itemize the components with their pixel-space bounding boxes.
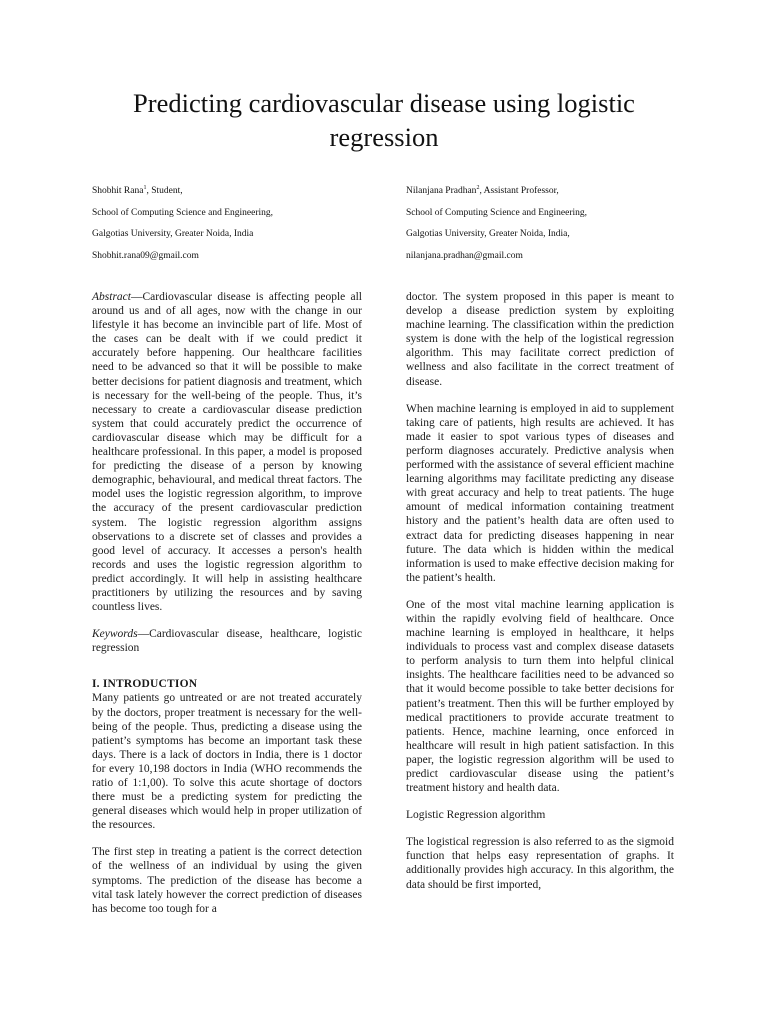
- author-block-2: [406, 178, 587, 267]
- left-column: [92, 290, 362, 929]
- author-school: School of Computing Science and Engineering,: [92, 207, 273, 218]
- author-university: Galgotias University, Greater Noida, India: [92, 229, 254, 240]
- intro-paragraph-2: The first step in treating a patient is the correct detection of the wellness of an individual by using the given symptoms. The prediction of the disease has become a vital task lately however the correct prediction of diseases has become too tough for a: [92, 846, 362, 915]
- keywords-text: —Cardiovascular disease, healthcare, logistic regression: [92, 628, 362, 655]
- author-university: Galgotias University, Greater Noida, India,: [406, 229, 570, 240]
- author-email: nilanjana.pradhan@gmail.com: [406, 250, 523, 261]
- paper-title: Predicting cardiovascular disease using logistic regression: [133, 88, 635, 152]
- body-paragraph-3: One of the most vital machine learning application is within the rapidly evolving field of healthcare. Once machine learning is employed in healthcare, it helps individuals to process vast and complex disease datasets to perform analysis to turn them into helpful clinical insights. The healthcare facilities need to be advanced so that it would become possible to take better decisions for patient’s treatment. Then this will be further employed by medical practitioners to provide accurate treatment to patients. Hence, machine learning, once enforced in healthcare will result in high patient satisfaction. In this paper, the logistic regression algorithm will be used to predict cardiovascular disease using the patient’s treatment history and health data.: [406, 598, 674, 795]
- abstract-text: —Cardiovascular disease is affecting people all around us and of all ages, now with the change in our lifestyle it has become an invincible part of life. Most of the cases can be dealt with if we could predict it accurately before happening. Our healthcare facilities need to be advanced so that it will be possible to make better decisions for patient diagnosis and treatment, which is necessary for the well-being of the people. Thus, it’s necessary to create a cardiovascular disease prediction system that could accurately predict the occurrence of cardiovascular disease which may be difficult for a healthcare professional. In this paper, a model is proposed for predicting the disease of a person by knowing demographic, behavioural, and medical threat factors. The model uses the logistic regression algorithm, to improve the accuracy of the present cardiovascular prediction system. The logistic regression algorithm assigns observations to a discrete set of classes and provides a good level of accuracy. It accesses a person's health records and uses the logistic regression algorithm to predict accordingly. It will help in assisting healthcare practitioners by utilizing the resources and by saving countless lives.: [92, 291, 362, 614]
- author-email: Shobhit.rana09@gmail.com: [92, 250, 199, 261]
- keywords: [92, 627, 362, 655]
- author-name-line: Nilanjana Pradhan$^2$, Assistant Professor,: [406, 185, 559, 197]
- body-paragraph-4: The logistical regression is also referred to as the sigmoid function that helps easy representation of graphs. It additionally provides high accuracy. In this algorithm, the data should be first imported,: [406, 836, 674, 891]
- section-heading-introduction: I. INTRODUCTION: [92, 678, 198, 691]
- author-school: School of Computing Science and Engineering,: [406, 207, 587, 218]
- body-paragraph-1: doctor. The system proposed in this paper is meant to develop a disease prediction system by exploiting machine learning. The classification within the prediction system is done with the help of the logistical regression algorithm. This may facilitate correct prediction of wellness and also facilitate in the correct treatment of disease.: [406, 291, 674, 388]
- abstract-label: Abstract: [92, 291, 131, 303]
- abstract: [92, 290, 362, 614]
- keywords-label: Keywords: [92, 628, 138, 641]
- author-block-1: [92, 178, 273, 267]
- author-name-line: Shobhit Rana$^1$, Student,: [92, 185, 183, 197]
- intro-paragraph-1: Many patients go untreated or are not treated accurately by the doctors, proper treatment is necessary for the well-being of the people. Thus, predicting a disease using the patient’s symptoms has become an important task these days. There is a lack of doctors in India, there is 1 doctor for every 10,198 doctors in India (WHO recommends the ratio of 1:1,00). To solve this acute shortage of doctors there must be a predicting system for predicting the general diseases which would help in proper utilization of the resources.: [92, 692, 362, 832]
- body-paragraph-2: When machine learning is employed in aid to supplement taking care of patients, high results are achieved. It has made it easier to spot various types of diseases and perform diagnoses accurately. Predictive analysis when performed with the assistance of several efficient machine learning algorithms may facilitate predicting any disease with great accuracy and help to treat patients. The huge amount of medical information containing treatment history and the patient’s health data are often used to extract data for predicting diseases happening in near future. The data which is hidden within the medical information is used to make effective decision making for the patient’s health.: [406, 402, 674, 584]
- subheading-logistic-regression: Logistic Regression algorithm: [406, 809, 546, 822]
- right-column: [406, 290, 674, 905]
